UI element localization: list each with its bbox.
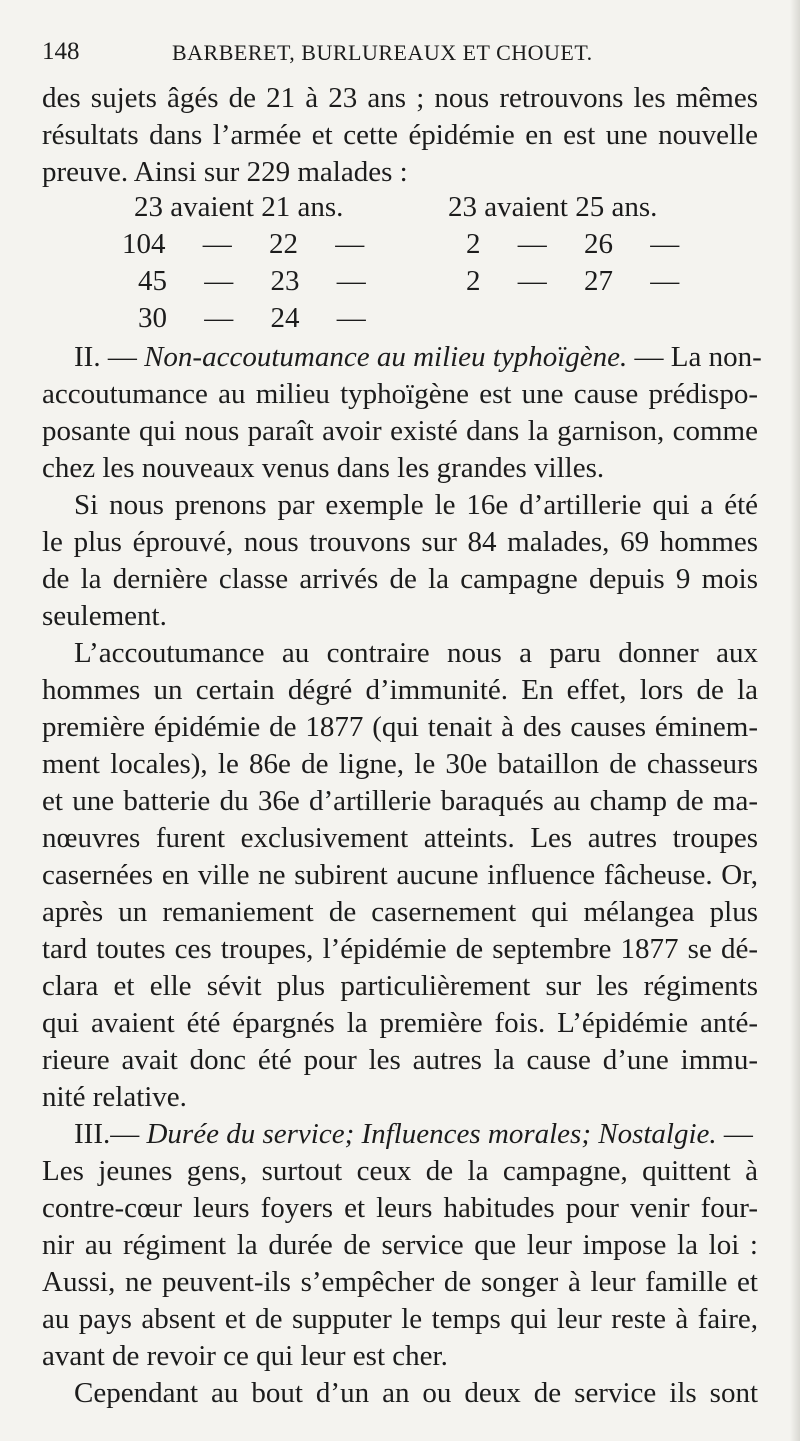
table-cell: 2 — 26 —	[466, 228, 680, 260]
text-line: L’accoutumance au contraire nous a paru donner aux	[74, 637, 758, 669]
page-number: 148	[42, 38, 80, 65]
text-line: résultats dans l’armée et cette épidémie en est une nouvelle	[42, 119, 758, 151]
table-cell: 104 — 22 —	[122, 228, 365, 260]
running-title: BARBERET, BURLUREAUX ET CHOUET.	[172, 40, 593, 65]
text-line: Aussi, ne peuvent-ils s’empêcher de songer à leur famille et	[42, 1266, 758, 1298]
text-line: hommes un certain dégré d’immunité. En effet, lors de la	[42, 674, 758, 706]
text-line: nir au régiment la durée de service que leur impose la loi :	[42, 1229, 758, 1261]
text-line: nité relative.	[42, 1081, 187, 1113]
text-line: contre-cœur leurs foyers et leurs habitudes pour venir four-	[42, 1192, 758, 1224]
text-line: de la dernière classe arrivés de la campagne depuis 9 mois	[42, 563, 758, 595]
text-line: accoutumance au milieu typhoïgène est une cause prédispo-	[42, 378, 758, 410]
section-heading	[42, 1116, 758, 1152]
table-cell: 45 — 23 —	[138, 265, 366, 297]
text-line: après un remaniement de casernement qui mélangea plus	[42, 896, 758, 928]
text-line: des sujets âgés de 21 à 23 ans ; nous retrouvons les mêmes	[42, 82, 758, 114]
section-lead: —	[723, 1118, 753, 1150]
text-line: casernées en ville ne subirent aucune influence fâcheuse. Or,	[42, 859, 758, 891]
text-line: Si nous prenons par exemple le 16e d’artillerie qui a été	[74, 489, 758, 521]
text-line: tard toutes ces troupes, l’épidémie de septembre 1877 se dé-	[42, 933, 758, 965]
text-line: Les jeunes gens, surtout ceux de la campagne, quittent à	[42, 1155, 758, 1187]
table-cell: 23 avaient 25 ans.	[448, 191, 658, 223]
section-lead: — La non-	[634, 341, 762, 373]
text-line: et une batterie du 36e d’artillerie baraqués au champ de ma-	[42, 785, 758, 817]
text-line: qui avaient été épargnés la première fois. L’épidémie anté-	[42, 1007, 758, 1039]
page-edge-shadow	[790, 0, 800, 1441]
table-cell: 30 — 24 —	[138, 302, 366, 334]
text-line: nœuvres furent exclusivement atteints. Les autres troupes	[42, 822, 758, 854]
text-line: preuve. Ainsi sur 229 malades :	[42, 156, 408, 188]
text-line: première épidémie de 1877 (qui tenait à des causes éminem-	[42, 711, 758, 743]
section-number: III.—	[74, 1118, 140, 1150]
text-line: Cependant au bout d’un an ou deux de service ils sont	[74, 1377, 758, 1409]
table-row	[42, 228, 758, 264]
text-line: rieure avait donc été pour les autres la cause d’une immu-	[42, 1044, 758, 1076]
section-title: Durée du service; Influences morales; Nostalgie.	[146, 1118, 717, 1150]
text-line: chez les nouveaux venus dans les grandes villes.	[42, 452, 605, 484]
table-row	[42, 191, 758, 227]
table-cell: 23 avaient 21 ans.	[134, 191, 344, 223]
section-title: Non-accoutumance au milieu typhoïgène.	[144, 341, 628, 373]
text-line: le plus éprouvé, nous trouvons sur 84 malades, 69 hommes	[42, 526, 758, 558]
text-line: posante qui nous paraît avoir existé dans la garnison, comme	[42, 415, 758, 447]
section-heading	[42, 339, 762, 375]
section-number: II. —	[74, 341, 137, 373]
text-line: seulement.	[42, 600, 167, 632]
text-line: avant de revoir ce qui leur est cher.	[42, 1340, 448, 1372]
text-line: au pays absent et de supputer le temps qui leur reste à faire,	[42, 1303, 758, 1335]
text-line: ment locales), le 86e de ligne, le 30e bataillon de chasseurs	[42, 748, 758, 780]
page-header	[42, 38, 762, 74]
table-row	[42, 302, 758, 338]
table-row	[42, 265, 758, 301]
text-line: clara et elle sévit plus particulièrement sur les régiments	[42, 970, 758, 1002]
table-cell: 2 — 27 —	[466, 265, 680, 297]
